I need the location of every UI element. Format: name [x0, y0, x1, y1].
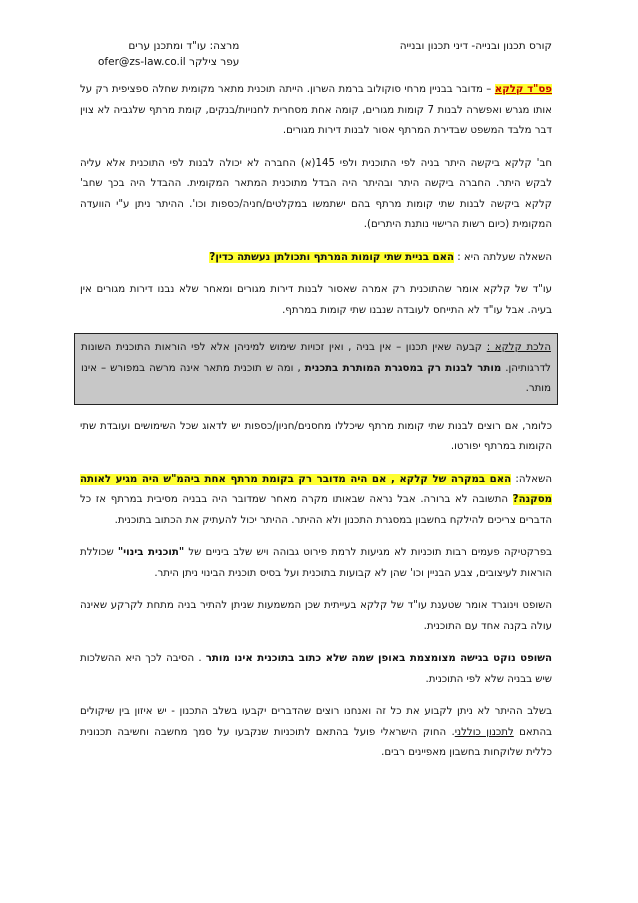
case-name: פס"ד קלקא — [494, 84, 552, 95]
lecturer-label: מרצה: עו"ד ומתכנן ערים — [128, 40, 240, 52]
practice-bold: "תוכנית בינוי" — [117, 547, 185, 558]
paragraph-lawyer-argument: עו"ד של קלקא אומר שהתוכנית רק אמרה שאסור לבנות דירות מגורים ומאחר שלא נבנו דירות מגורים אין בעיה. אבל עו"ד לא התייחס לעובדה שנבנו שתי קומות במרתף. — [80, 284, 552, 316]
ruling-title: הלכת קלקא : — [486, 342, 551, 353]
practice-text-2: שכוללת הוראות לעיצובים, צבע הבניין וכו' שהן לא קבועות בתוכנית ועל בסיס תוכנית הבינוי ניתן היתר. — [80, 547, 552, 579]
question-highlight: האם בניית שתי קומות המרתף ותכולתן נעשתה כדין? — [209, 251, 454, 263]
ruling-box — [74, 333, 558, 405]
case-dash: – — [482, 84, 495, 95]
practice-text-1: בפרקטיקה פעמים רבות תוכניות לא מגיעות לרמת פירוט גבוהה ויש שלב ביניים של — [184, 547, 552, 558]
second-question-answer: התשובה לא ברורה. אבל נראה שבאותו מקרה מאחר שמדובר היה בבניה מסיבית במרתף אז כל הדברים צריכים להילקח בחשבון במסגרת התכנון ולא ההיתר. ההיתר יכול להעתיק את הכתוב בתוכנית. — [80, 494, 552, 526]
paragraph-permit-request: חב' קלקא ביקשה היתר בניה לפי התוכנית ולפי 145(א) החברה לא יכולה לבנות לפי התוכנית אלא עליה לבקש היתר. החברה ביקשה היתר ובהיתר היה הבדל מתוכנית המתאר המקומית. ההבדל היה בכך שחב' קלקא ביקשה לבנות שתי קומות מרתף בהם ישתמשו במקלטים/חניה/כספות וכו'. ההיתר ניתן ע"י הוועדה המקומית (כיום רשות הרישוי נותנת היתרים). — [80, 157, 552, 230]
narrow-approach-text: . הסיבה לכך היא ההשלכות שיש בבניה שלא לפי התוכנית. — [80, 653, 552, 685]
header-lecturer — [98, 38, 239, 70]
lecturer-line — [98, 54, 239, 70]
paragraph-meaning: כלומר, אם רוצים לבנות שתי קומות מרתף שיכללו מחסנים/חניון/כספות יש לדאוג שכל השימושים ועובדת שתי הקומות במרתף יפורטו. — [80, 420, 552, 452]
second-question-highlight: האם במקרה של קלקא , אם היה מדובר רק בקומת מרתף אחת ביהמ"ש היה מגיע לאותה מסקנה? — [80, 473, 552, 505]
header-course — [400, 38, 552, 54]
narrow-approach-bold: השופט נוקט בגישה מצומצמת באופן שמה שלא כתוב בתוכנית אינו מותר — [205, 653, 553, 664]
lecturer-name: עפר צילקר — [189, 56, 240, 68]
question-prefix: השאלה שעלתה היא : — [454, 251, 552, 263]
paragraph-planning-stage — [80, 702, 552, 764]
second-question-prefix: השאלה: — [511, 473, 552, 485]
case-description: מדובר בבניין מרחי סוקולוב ברמת השרון. הייתה תוכנית מתאר מקומית שחלה ספציפית רק על אותו מגרש ואפשרה לבנות 7 קומות מגורים, קומה אחת מסחרית לחנויות/בנקים, קומת מרתף שלגביה לא צוין דבר מלבד המשפט שבדירת המרתף אסור לבנות דירות מגורים. — [80, 84, 552, 136]
paragraph-case-intro — [80, 80, 552, 142]
planning-text-2: . החוק הישראלי פועל בהתאם לתוכניות שנקבעו על סמך מחשבה וחשיבה תכנונית כללית שלוקחות בחשבון מאפיינים רבים. — [80, 726, 552, 758]
planning-underline: לתכנון כוללני — [454, 726, 514, 738]
ruling-text-2: , ומה ש תוכנית מתאר אינה מרשה במפורש – אינו מותר. — [81, 362, 551, 394]
paragraph-judge-vinograd: השופט וינוגרד אומר שטענת עו"ד של קלקא בעייתית שכן המשמעות שניתן להתיר בניה מתחת לקרקע שאינה עולה בקנה אחד עם התוכנית. — [80, 600, 552, 632]
course-title: קורס תכנון ובנייה- דיני תכנון ובנייה — [399, 40, 552, 52]
ruling-text-1: קבעה שאין תכנון – אין בניה , ואין זכויות שימוש למיניהן אלא לפי הוראות התוכנית השונות לדרגותיהן. — [81, 342, 551, 374]
planning-text-1: בשלב ההיתר לא ניתן לקבוע את כל זה ואנחנו רוצים שהדברים יקבעו בשלב התכנון - יש איזון בין שיקולים בהתאם — [80, 706, 552, 738]
document-body — [80, 80, 552, 776]
paragraph-practice — [80, 543, 552, 584]
paragraph-second-question — [80, 470, 552, 532]
ruling-bold: מותר לבנות רק במסגרת המותרת בתכנית — [304, 362, 502, 374]
paragraph-narrow-approach — [80, 649, 552, 690]
paragraph-question — [80, 248, 552, 269]
lecturer-email: ofer@zs-law.co.il — [98, 56, 186, 68]
